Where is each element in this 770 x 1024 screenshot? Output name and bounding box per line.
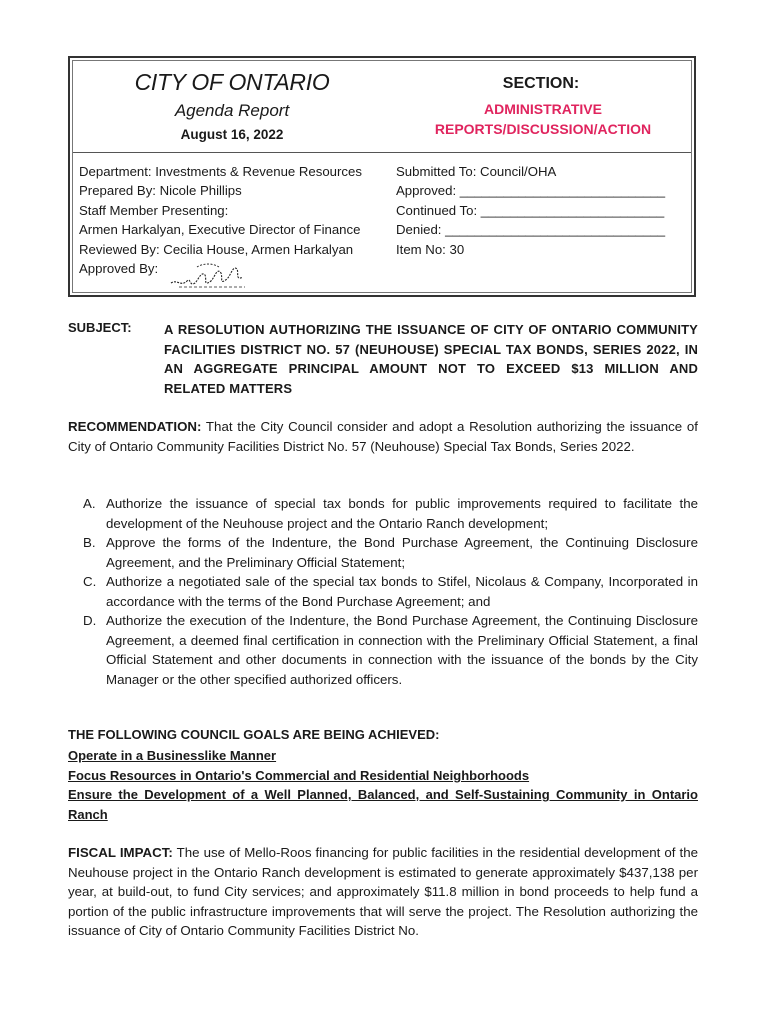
section-label: SECTION: (502, 75, 580, 92)
list-item-text: Approve the forms of the Indenture, the Bond Purchase Agreement, the Continuing Disclosure Agreement, and the Preliminary Official Statement; (106, 535, 698, 570)
subject-text: A RESOLUTION AUTHORIZING THE ISSUANCE OF CITY OF ONTARIO COMMUNITY FACILITIES DISTRICT NO. 57 (NEUHOUSE) SPECIAL TAX BONDS, SERIES 2022, IN AN AGGREGATE PRINCIPAL AMOUNT NOT TO EXCEED $13 MILLION AND RELATED MATTERS (164, 322, 698, 396)
council-goal: Ensure the Development of a Well Planned, Balanced, and Self-Sustaining Community in Ontario Ranch (68, 787, 698, 822)
approved-line: Approved: ____________________________ (396, 183, 666, 199)
council-goals-heading: THE FOLLOWING COUNCIL GOALS ARE BEING ACHIEVED: (68, 727, 440, 742)
reviewed-by-line: Reviewed By: Cecilia House, Armen Harkalyan (79, 241, 354, 257)
signature-image (167, 257, 257, 291)
list-item-text: Authorize the execution of the Indenture, the Bond Purchase Agreement, the Continuing Disclosure Agreement, a deemed final certification in connection with the Preliminary Official Statement, a final Official Statement and other documents in connection with the issuance of the bonds by the City Manager or the other specified authorized officers. (106, 613, 698, 687)
submission-details (396, 162, 691, 259)
report-type: Agenda Report (174, 101, 290, 120)
list-item (68, 572, 698, 611)
section-value: ADMINISTRATIVE REPORTS/DISCUSSION/ACTION (434, 101, 652, 137)
staff-presenting-line: Staff Member Presenting: (79, 202, 229, 218)
council-goal: Focus Resources in Ontario's Commercial and Residential Neighborhoods (68, 768, 530, 783)
recommendation-text: That the City Council consider and adopt a Resolution authorizing the issuance of City of Ontario Community Facilities District No. 57 (Neuhouse) Special Tax Bonds, Series 2022. (68, 419, 698, 454)
report-date: August 16, 2022 (180, 127, 284, 142)
header-divider (73, 152, 691, 153)
approved-by-line: Approved By: (79, 261, 159, 277)
list-item (68, 494, 698, 533)
action-list (68, 494, 698, 689)
city-title: CITY OF ONTARIO (134, 69, 330, 95)
presenter-line: Armen Harkalyan, Executive Director of Finance (79, 222, 361, 238)
fiscal-impact-text: The use of Mello-Roos financing for public facilities in the residential development of the Neuhouse project in the Ontario Ranch development is estimated to generate approximately $437,138 per year, at build-out, to fund City services; and approximately $11.8 million in bond proceeds to help fund a portion of the public infrastructure improvements that will serve the project. The Resolution authorizing the issuance of City of Ontario Community Facilities District No. (68, 845, 698, 938)
recommendation-label: RECOMMENDATION: (68, 419, 202, 434)
submitted-to-line: Submitted To: Council/OHA (396, 164, 557, 179)
header-inner-frame (72, 60, 692, 293)
subject-label: SUBJECT: (68, 320, 132, 335)
list-item (68, 611, 698, 689)
list-item-text: Authorize a negotiated sale of the special tax bonds to Stifel, Nicolaus & Company, Incorporated in accordance with the terms of the Bond Purchase Agreement; and (106, 574, 698, 609)
denied-line: Denied: ______________________________ (396, 222, 666, 238)
list-item-text: Authorize the issuance of special tax bonds for public improvements required to facilitate the development of the Neuhouse project and the Ontario Ranch development; (106, 496, 698, 531)
recommendation-paragraph (68, 417, 698, 456)
council-goal: Operate in a Businesslike Manner (68, 748, 277, 763)
list-marker: B. (83, 535, 96, 550)
item-number-line: Item No: 30 (396, 241, 465, 257)
prepared-by-line: Prepared By: Nicole Phillips (79, 183, 242, 199)
list-marker: D. (83, 613, 97, 628)
report-header-box (68, 56, 696, 297)
continued-to-line: Continued To: _________________________ (396, 202, 665, 218)
list-item (68, 533, 698, 572)
fiscal-impact-label: FISCAL IMPACT: (68, 845, 173, 860)
list-marker: C. (83, 574, 97, 589)
list-marker: A. (83, 496, 96, 511)
department-line: Department: Investments & Revenue Resources (79, 164, 362, 179)
fiscal-impact-paragraph (68, 843, 698, 941)
